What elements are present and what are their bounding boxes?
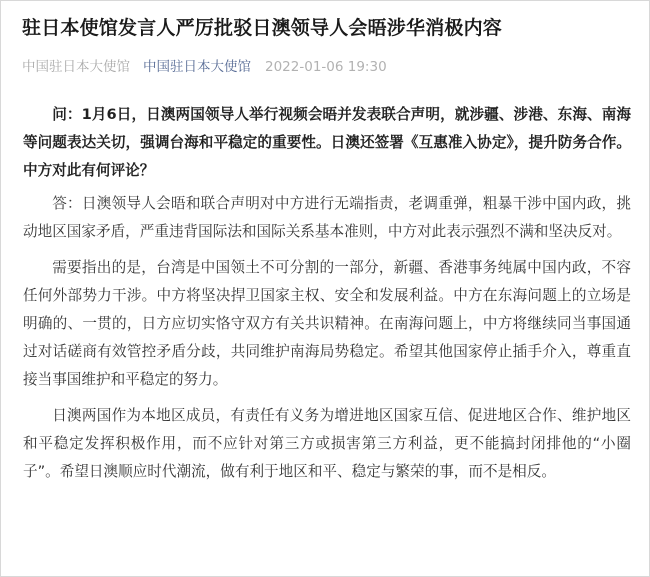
article-meta — [22, 57, 387, 77]
account-name-link[interactable]: 中国驻日本大使馆 — [143, 59, 251, 75]
question-paragraph: 问：1月6日，日澳两国领导人举行视频会晤并发表联合声明，就涉疆、涉港、东海、南海等问题表达关切，强调台海和平稳定的重要性。日澳还签署《互惠准入协定》，提升防务合作。中方对此有何评论？ — [23, 106, 631, 179]
publish-time: 2022-01-06 19:30 — [265, 59, 387, 75]
body-paragraph: 日澳两国作为本地区成员，有责任有义务为增进地区国家互信、促进地区合作、维护地区和平稳定发挥积极作用，而不应针对第三方或损害第三方利益，更不能搞封闭排他的“小圈子”。希望日澳顺应时代潮流，做有利于地区和平、稳定与繁荣的事，而不是相反。 — [23, 407, 631, 480]
body-paragraph: 需要指出的是，台湾是中国领土不可分割的一部分，新疆、香港事务纯属中国内政，不容任何外部势力干涉。中方将坚决捍卫国家主权、安全和发展利益。中方在东海问题上的立场是明确的、一贯的，日方应切实恪守双方有关共识精神。在南海问题上，中方将继续同当事国通过对话磋商有效管控矛盾分歧，共同维护南海局势稳定。希望其他国家停止插手介入，尊重直接当事国维护和平稳定的努力。 — [23, 259, 631, 388]
article-author: 中国驻日本大使馆 — [22, 59, 130, 75]
article-body — [23, 101, 631, 494]
answer-paragraph: 答：日澳领导人会晤和联合声明对中方进行无端指责，老调重弹，粗暴干涉中国内政，挑动地区国家矛盾，严重违背国际法和国际关系基本准则，中方对此表示强烈不满和坚决反对。 — [23, 195, 631, 240]
article-title: 驻日本使馆发言人严厉批驳日澳领导人会晤涉华消极内容 — [22, 17, 503, 39]
